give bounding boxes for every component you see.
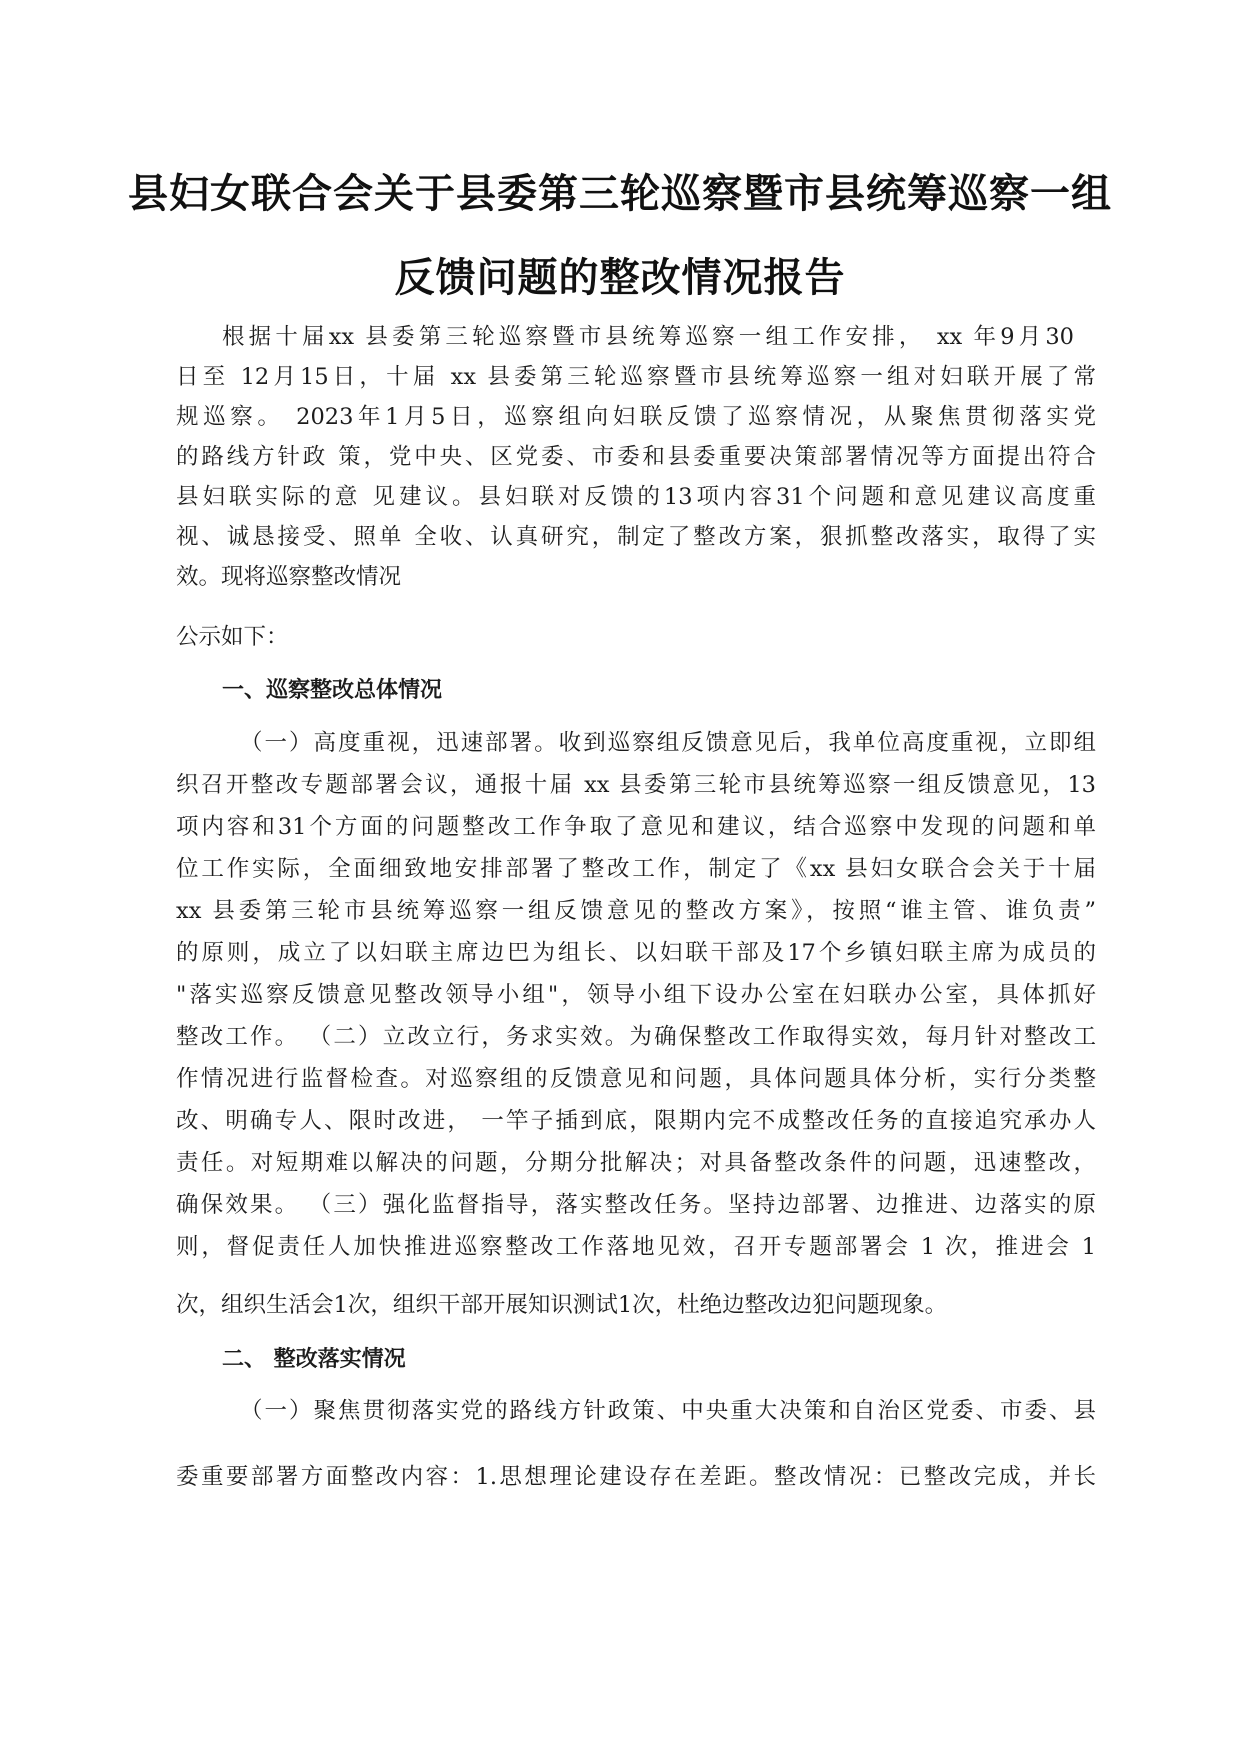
section-1-line: 整改工作。 （二）立改立行，务求实效。为确保整改工作取得实效，每月针对整改工 bbox=[176, 1024, 1096, 1050]
section-1-line: 责任。对短期难以解决的问题，分期分批解决；对具备整改条件的问题，迅速整改， bbox=[176, 1150, 1096, 1176]
section-1-line: xx 县委第三轮市县统筹巡察一组反馈意见的整改方案》，按照“谁主管、谁负责” bbox=[176, 898, 1096, 924]
section-1-line: "落实巡察反馈意见整改领导小组"，领导小组下设办公室在妇联办公室，具体抓好 bbox=[176, 982, 1096, 1008]
section-1-line: 确保效果。 （三）强化监督指导，落实整改任务。坚持边部署、边推进、边落实的原 bbox=[176, 1192, 1096, 1218]
document-title-line-1: 县妇女联合会关于县委第三轮巡察暨市县统筹巡察一组 bbox=[128, 171, 1112, 217]
section-1-line: （一）高度重视，迅速部署。收到巡察组反馈意见后，我单位高度重视，立即组 bbox=[240, 730, 1096, 756]
section-1-line: 作情况进行监督检查。对巡察组的反馈意见和问题，具体问题具体分析，实行分类整 bbox=[176, 1066, 1096, 1092]
intro-line: 规巡察。 2023年1月5日，巡察组向妇联反馈了巡察情况，从聚焦贯彻落实党 bbox=[176, 404, 1096, 430]
section-1-line: 项内容和31个方面的问题整改工作争取了意见和建议，结合巡察中发现的问题和单 bbox=[176, 814, 1096, 840]
gongshi-text: 公示如下： bbox=[176, 624, 289, 650]
intro-line: 日至 12月15日，十届 xx 县委第三轮巡察暨市县统筹巡察一组对妇联开展了常 bbox=[176, 364, 1096, 390]
section-1-line: 的原则，成立了以妇联主席边巴为组长、以妇联干部及17个乡镇妇联主席为成员的 bbox=[176, 940, 1096, 966]
intro-line: 的路线方针政 策，党中央、区党委、市委和县委重要决策部署情况等方面提出符合 bbox=[176, 444, 1096, 470]
section-2-line: （一）聚焦贯彻落实党的路线方针政策、中央重大决策和自治区党委、市委、县 bbox=[240, 1398, 1096, 1424]
section-1-line: 位工作实际，全面细致地安排部署了整改工作，制定了《xx 县妇女联合会关于十届 bbox=[176, 856, 1096, 882]
section-1-line: 织召开整改专题部署会议，通报十届 xx 县委第三轮市县统筹巡察一组反馈意见，13 bbox=[176, 772, 1096, 798]
section-1-line: 次，组织生活会1次，组织干部开展知识测试1次，杜绝边整改边犯问题现象。 bbox=[176, 1292, 948, 1318]
section-1-line: 则，督促责任人加快推进巡察整改工作落地见效，召开专题部署会 1 次，推进会 1 bbox=[176, 1234, 1096, 1260]
document-title-line-2: 反馈问题的整改情况报告 bbox=[394, 255, 846, 301]
intro-line: 根据十届xx 县委第三轮巡察暨市县统筹巡察一组工作安排， xx 年9月30 bbox=[222, 324, 1074, 350]
intro-line: 县妇联实际的意 见建议。县妇联对反馈的13项内容31个问题和意见建议高度重 bbox=[176, 484, 1096, 510]
section-1-heading: 一、巡察整改总体情况 bbox=[222, 678, 443, 703]
section-2-line: 委重要部署方面整改内容：1.思想理论建设存在差距。整改情况：已整改完成，并长 bbox=[176, 1464, 1096, 1490]
intro-line: 效。现将巡察整改情况 bbox=[176, 564, 402, 590]
section-2-heading: 二、 整改落实情况 bbox=[222, 1347, 406, 1372]
section-1-line: 改、明确专人、限时改进， 一竿子插到底，限期内完不成整改任务的直接追究承办人 bbox=[176, 1108, 1096, 1134]
intro-line: 视、诚恳接受、照单 全收、认真研究，制定了整改方案，狠抓整改落实，取得了实 bbox=[176, 524, 1096, 550]
